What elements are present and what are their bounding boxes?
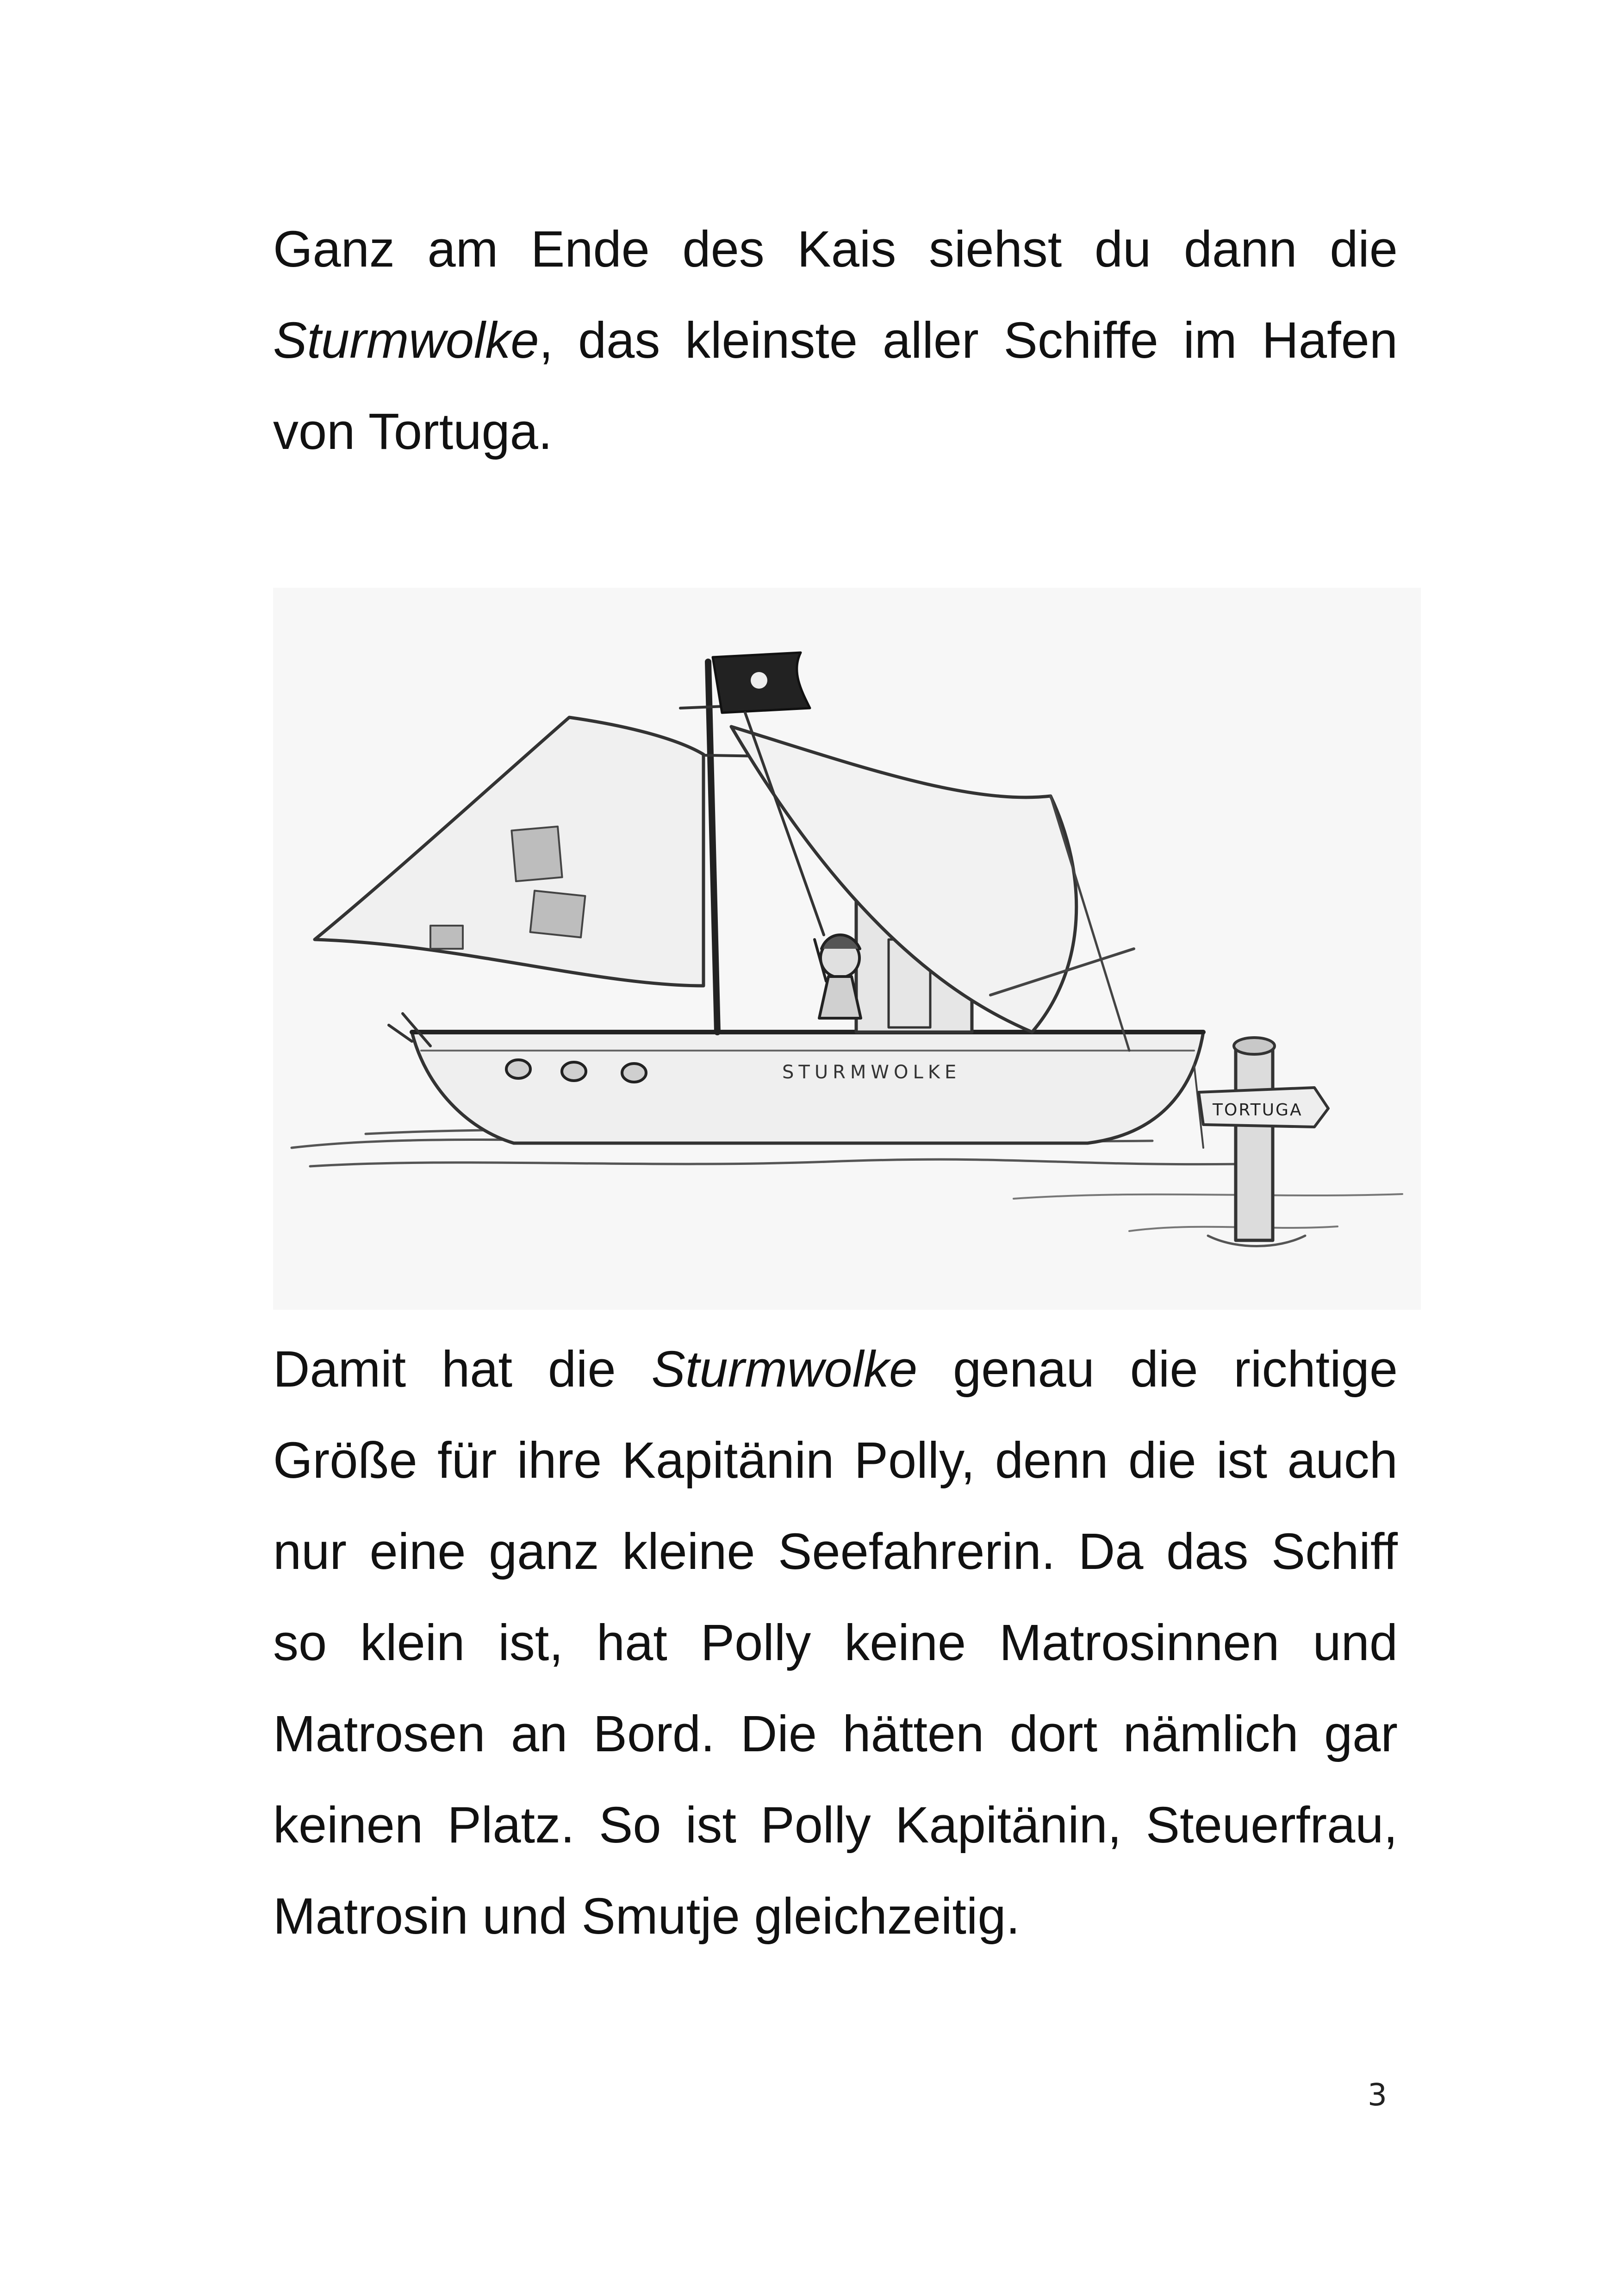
- ship-name: Sturmwolke: [651, 1341, 918, 1398]
- text: , das kleinste aller Schiffe im Hafen von Tortuga.: [273, 312, 1398, 460]
- paragraph-main: [273, 1324, 1398, 1962]
- ship-name: Sturmwolke: [273, 312, 539, 369]
- text: genau die richtige Größe für ihre Kapitänin Polly, denn die ist auch nur eine ganz kleine Seefahrerin. Da das Schiff so klein ist, hat Polly keine Matrosinnen und Matrosen an Bord. Die hätten dort nämlich gar keinen Platz. So ist Polly Kapitänin, Steuerfrau, Matrosin und Smutje gleichzeitig.: [273, 1341, 1398, 1945]
- sign-lettering: TORTUGA: [1213, 1101, 1303, 1120]
- pirate-flag: [713, 653, 810, 713]
- text: Damit hat die: [273, 1341, 652, 1398]
- hull-lettering: STURMWOLKE: [782, 1062, 961, 1083]
- ship-illustration: [273, 588, 1421, 1310]
- paragraph-intro: [273, 204, 1398, 477]
- ship-hull: [412, 1032, 1203, 1143]
- page-number: 3: [1368, 2077, 1387, 2113]
- text: Ganz am Ende des Kais siehst du dann die: [273, 221, 1398, 278]
